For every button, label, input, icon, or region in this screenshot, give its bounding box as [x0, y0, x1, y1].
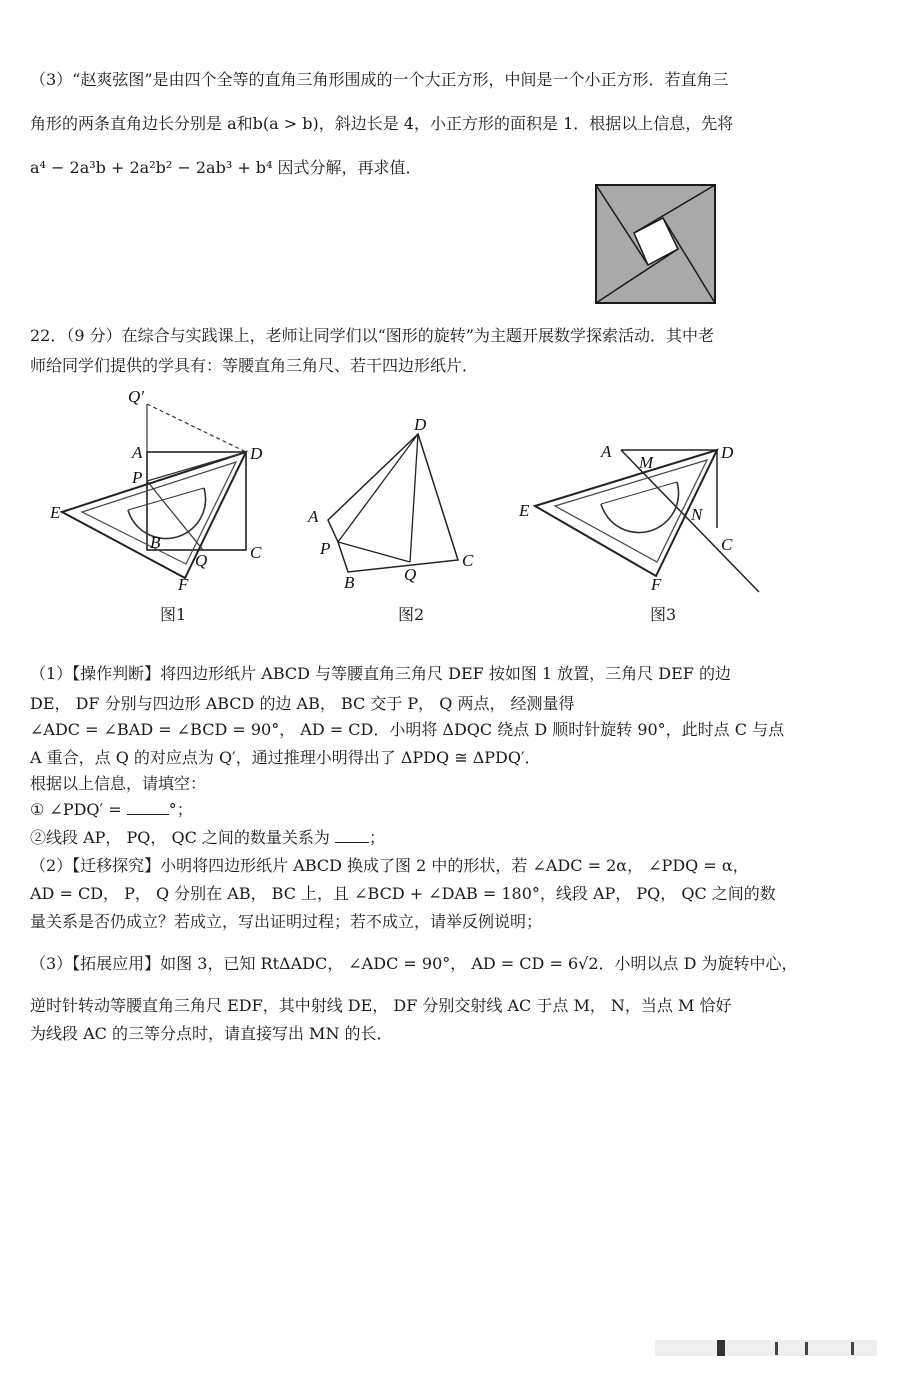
- figure-2: [300, 412, 490, 594]
- zhao-shuang-figure: [594, 183, 718, 305]
- fig3-label-d: D: [721, 443, 734, 462]
- q22-part2-line1: （2）【迁移探究】小明将四边形纸片 ABCD 换成了图 2 中的形状，若 ∠ADC = 2α， ∠PDQ = α，: [30, 856, 749, 875]
- q21-part3-line3: a⁴ − 2a³b + 2a²b² − 2ab³ + b⁴ 因式分解，再求值．: [30, 158, 422, 177]
- fig1-label-f: F: [178, 575, 189, 594]
- fig1-label-a: A: [132, 443, 143, 462]
- q22-fill-2: [30, 826, 875, 850]
- fig2-label-b: B: [344, 573, 355, 592]
- q22-part1-line1: （1）【操作判断】将四边形纸片 ABCD 与等腰直角三角尺 DEF 按如图 1 放置，三角尺 DEF 的边: [30, 664, 731, 683]
- fig3-label-n: N: [691, 505, 703, 524]
- fig3-label-f: F: [651, 575, 662, 594]
- q22-part3-line1: （3）【拓展应用】如图 3，已知 RtΔADC， ∠ADC = 90°， AD = CD = 6√2．小明以点 D 为旋转中心，: [30, 954, 798, 973]
- fig2-label-d: D: [414, 415, 427, 434]
- fig2-label-a: A: [308, 507, 319, 526]
- fig2-label-p: P: [320, 539, 331, 558]
- q22-part1-line2: DE， DF 分别与四边形 ABCD 的边 AB， BC 交于 P， Q 两点， 经测量得: [30, 694, 575, 713]
- q22-part2-line2: AD = CD， P， Q 分别在 AB， BC 上，且 ∠BCD + ∠DAB = 180°，线段 AP， PQ， QC 之间的数: [30, 884, 776, 903]
- q22-part1-line4: A 重合，点 Q 的对应点为 Q′，通过推理小明得出了 ΔPDQ ≅ ΔPDQ′．: [30, 748, 541, 767]
- fig1-label-d: D: [250, 444, 263, 463]
- q22-part3-line2: 逆时针转动等腰直角三角尺 EDF，其中射线 DE， DF 分别交射线 AC 于点 M， N，当点 M 恰好: [30, 996, 732, 1015]
- fill2-suffix: ；: [369, 828, 386, 847]
- fig1-label-q-prime: Q′: [128, 387, 144, 406]
- fig3-label-m: M: [639, 453, 654, 472]
- fig3-label-e: E: [519, 501, 530, 520]
- fig1-label-b: B: [150, 533, 161, 552]
- q21-part3-line1: （3）“赵爽弦图”是由四个全等的直角三角形围成的一个大正方形，中间是一个小正方形．若直角三: [30, 70, 729, 89]
- fig1-caption: 图1: [160, 605, 187, 624]
- q22-part1-line3: ∠ADC = ∠BAD = ∠BCD = 90°， AD = CD．小明将 ΔDQC 绕点 D 顺时针旋转 90°，此时点 C 与点: [30, 720, 785, 739]
- fig3-label-c: C: [721, 535, 733, 554]
- q22-fill-1: [30, 798, 875, 822]
- fig3-label-a: A: [601, 442, 612, 461]
- fig2-caption: 图2: [398, 605, 425, 624]
- page-footer-bars-icon: [655, 1338, 877, 1358]
- q22-part3-line3: 为线段 AC 的三等分点时，请直接写出 MN 的长．: [30, 1024, 393, 1043]
- q21-part3-line2: 角形的两条直角边长分别是 a和b(a > b)，斜边长是 4，小正方形的面积是 1．根据以上信息，先将: [30, 114, 734, 133]
- q22-part2-line3: 量关系是否仍成立？若成立，写出证明过程；若不成立，请举反例说明；: [30, 912, 543, 931]
- fig1-label-e: E: [50, 503, 61, 522]
- fill2-prefix: ②线段 AP， PQ， QC 之间的数量关系为: [30, 828, 330, 847]
- q22-header-line1: 22．（9 分）在综合与实践课上，老师让同学们以“图形的旋转”为主题开展数学探索活动．其中老: [30, 326, 714, 345]
- fill1-blank[interactable]: [127, 800, 169, 815]
- figure-3: [505, 428, 775, 598]
- fig2-label-q: Q: [404, 565, 417, 584]
- fig2-label-c: C: [462, 551, 474, 570]
- fill2-blank[interactable]: [335, 828, 369, 843]
- q22-header-line2: 师给同学们提供的学具有：等腰直角三角尺、若干四边形纸片．: [30, 356, 479, 375]
- fill1-prefix: ① ∠PDQ′ =: [30, 800, 122, 819]
- fill1-suffix: °；: [168, 800, 193, 819]
- fig1-label-p: P: [132, 468, 143, 487]
- fig1-label-c: C: [250, 543, 262, 562]
- q22-part1-line5: 根据以上信息，请填空：: [30, 774, 207, 793]
- fig1-label-q: Q: [195, 551, 208, 570]
- fig3-caption: 图3: [650, 605, 677, 624]
- figure-1: [40, 382, 280, 604]
